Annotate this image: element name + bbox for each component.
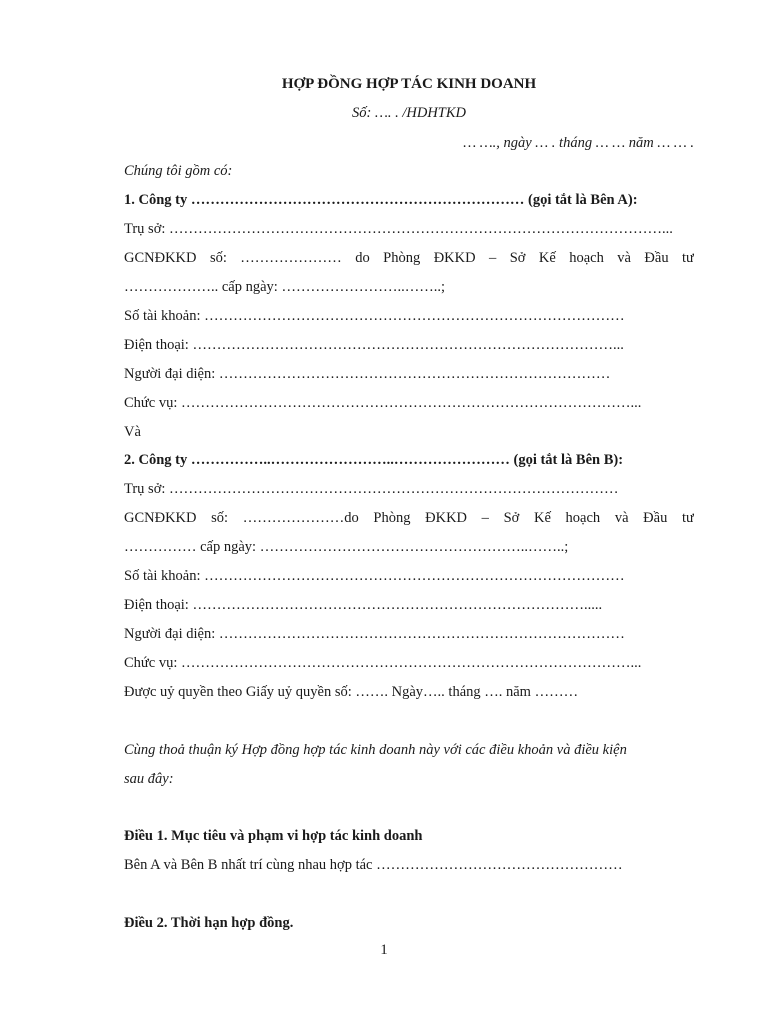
party-a-position: Chức vụ: …………………………………………………………………………………...	[124, 395, 642, 411]
page-number: 1	[380, 942, 388, 958]
party-a-heading: 1. Công ty …………………………………………………………… (gọi tắt là Bên A):	[124, 192, 638, 208]
contract-number: Số: …. . /HDHTKD	[352, 105, 466, 121]
gcn-word: và	[614, 510, 629, 526]
agreement-line-1: Cùng thoả thuận ký Hợp đồng hợp tác kinh doanh này với các điều khoản và điều kiện	[124, 742, 627, 758]
article-2-heading: Điều 2. Thời hạn hợp đồng.	[124, 915, 294, 931]
gcn-word: Kế	[533, 510, 551, 526]
party-a-phone: Điện thoại: ……………………………………………………………………………...	[124, 337, 624, 353]
gcn-word: Sở	[503, 510, 520, 526]
gcn-word: số:	[209, 250, 227, 266]
party-b-gcn	[124, 508, 694, 528]
party-b-account: Số tài khoản: ……………………………………………………………………………	[124, 568, 625, 584]
gcn-word: tư	[682, 510, 694, 526]
gcn-word: –	[489, 250, 497, 266]
gcn-word: –	[481, 510, 489, 526]
gcn-word: …………………	[240, 250, 342, 266]
gcn-word: …………………do	[242, 510, 359, 526]
date-line: … …., ngày … . tháng … … năm … … .	[463, 135, 694, 151]
party-b-rep: Người đại diện: …………………………………………………………………………	[124, 626, 625, 642]
gcn-word: Phòng	[383, 250, 421, 266]
gcn-word: và	[617, 250, 631, 266]
party-b-authorization: Được uỷ quyền theo Giấy uỷ quyền số: ……. Ngày….. tháng …. năm ………	[124, 684, 579, 700]
party-a-rep: Người đại diện: ………………………………………………………………………	[124, 366, 611, 382]
gcn-word: Phòng	[373, 510, 411, 526]
article-1-text: Bên A và Bên B nhất trí cùng nhau hợp tác ……………………………………………	[124, 857, 623, 873]
article-1-heading: Điều 1. Mục tiêu và phạm vi hợp tác kinh doanh	[124, 828, 423, 844]
party-a-gcn	[124, 248, 694, 268]
party-b-position: Chức vụ: …………………………………………………………………………………...	[124, 655, 642, 671]
gcn-word: do	[355, 250, 370, 266]
gcn-word: GCNĐKKD	[124, 250, 197, 266]
party-b-heading: 2. Công ty ……………..……………………..…………………… (gọi tắt là Bên B):	[124, 452, 624, 468]
gcn-word: ĐKKD	[425, 510, 468, 526]
gcn-word: ĐKKD	[433, 250, 476, 266]
intro-text: Chúng tôi gồm có:	[124, 163, 233, 179]
gcn-word: Đầu	[644, 250, 669, 266]
party-b-gcn-cont: …………… cấp ngày: ………………………………………………..……..;	[124, 539, 569, 555]
gcn-word: số:	[211, 510, 229, 526]
gcn-word: Sở	[509, 250, 526, 266]
party-a-account: Số tài khoản: ……………………………………………………………………………	[124, 308, 625, 324]
gcn-word: Kế	[538, 250, 556, 266]
gcn-word: Đầu	[643, 510, 668, 526]
gcn-word: hoạch	[569, 250, 604, 266]
contract-title: HỢP ĐỒNG HỢP TÁC KINH DOANH	[281, 76, 537, 92]
gcn-word: hoạch	[565, 510, 601, 526]
gcn-word: GCNĐKKD	[124, 510, 197, 526]
party-b-phone: Điện thoại: ……………………………………………………………………….....	[124, 597, 603, 613]
party-a-address: Trụ sở: …………………………………………………………………………………………...	[124, 221, 673, 237]
and-text: Và	[124, 424, 141, 440]
party-a-gcn-cont: ……………….. cấp ngày: ……………………..……..;	[124, 279, 445, 295]
gcn-word: tư	[682, 250, 694, 266]
party-b-address: Trụ sở: …………………………………………………………………………………	[124, 481, 619, 497]
agreement-line-2: sau đây:	[124, 771, 174, 787]
